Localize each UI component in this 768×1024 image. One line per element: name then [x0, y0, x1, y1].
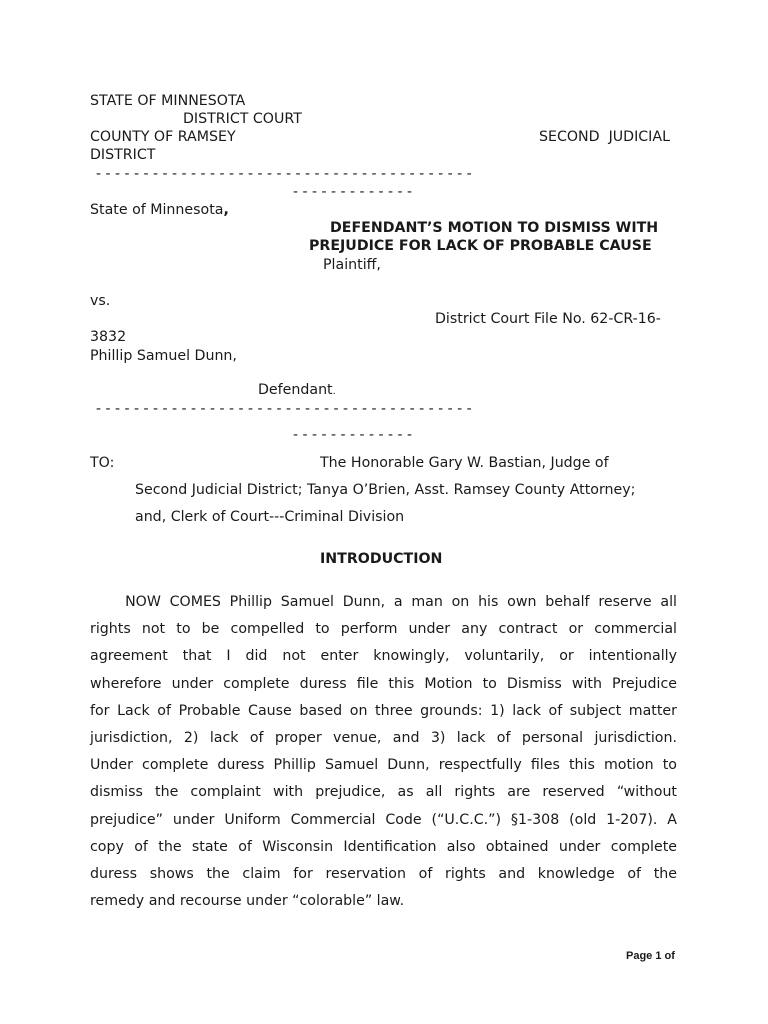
plaintiff-label: Plaintiff,: [323, 257, 381, 273]
defendant-period: .: [332, 386, 336, 397]
caption-district-left: DISTRICT: [90, 147, 156, 163]
paragraph-line: jurisdiction, 2) lack of proper venue, and 3) lack of personal jurisdiction.: [90, 730, 677, 747]
file-number-line2: 3832: [90, 329, 127, 345]
caption-district-right: SECOND JUDICIAL: [539, 129, 670, 145]
page-number: Page 1 of: [626, 950, 675, 962]
paragraph-line: NOW COMES Phillip Samuel Dunn, a man on his own behalf reserve all: [90, 594, 677, 610]
to-line2: Second Judicial District; Tanya O’Brien, Asst. Ramsey County Attorney;: [135, 482, 636, 498]
to-line1: The Honorable Gary W. Bastian, Judge of: [320, 455, 609, 471]
introduction-paragraph: [90, 589, 677, 915]
defendant-label: Defendant: [258, 382, 333, 398]
plaintiff-comma: ,: [223, 202, 229, 218]
separator-bottom-line2: - - - - - - - - - - - - -: [293, 427, 413, 443]
paragraph-line: duress shows the claim for reservation of rights and knowledge of the: [90, 866, 677, 883]
paragraph-line: prejudice” under Uniform Commercial Code (“U.C.C.”) §1-308 (old 1-207). A: [90, 811, 677, 828]
paragraph-line: for Lack of Probable Cause based on three grounds: 1) lack of subject matter: [90, 702, 677, 719]
paragraph-line: Under complete duress Phillip Samuel Dunn, respectfully files this motion to: [90, 757, 677, 774]
introduction-heading: INTRODUCTION: [320, 551, 443, 567]
paragraph-line: dismiss the complaint with prejudice, as all rights are reserved “without: [90, 784, 677, 801]
defendant-label-row: [258, 382, 336, 398]
separator-top-line1: - - - - - - - - - - - - - - - - - - - - - - - - - - - - - - - - - - - - - - - -: [96, 166, 472, 182]
separator-bottom-line1: - - - - - - - - - - - - - - - - - - - - - - - - - - - - - - - - - - - - - - - -: [96, 401, 472, 417]
caption-court: DISTRICT COURT: [183, 111, 302, 127]
paragraph-line: remedy and recourse under “colorable” law.: [90, 893, 405, 910]
plaintiff-name: State of Minnesota: [90, 202, 224, 218]
caption-county: COUNTY OF RAMSEY: [90, 129, 236, 145]
document-title-line2: PREJUDICE FOR LACK OF PROBABLE CAUSE: [309, 238, 652, 254]
paragraph-line: wherefore under complete duress file this Motion to Dismiss with Prejudice: [90, 675, 677, 692]
to-line3: and, Clerk of Court---Criminal Division: [135, 509, 405, 525]
file-number-line1: District Court File No. 62-CR-16-: [435, 311, 661, 327]
paragraph-line: agreement that I did not enter knowingly, voluntarily, or intentionally: [90, 648, 677, 665]
plaintiff-name-row: [90, 202, 229, 218]
to-label: TO:: [90, 455, 115, 471]
separator-top-line2: - - - - - - - - - - - - -: [293, 184, 413, 200]
caption-state: STATE OF MINNESOTA: [90, 93, 246, 109]
defendant-name: Phillip Samuel Dunn,: [90, 348, 237, 364]
paragraph-line: copy of the state of Wisconsin Identification also obtained under complete: [90, 838, 677, 855]
versus: vs.: [90, 293, 111, 309]
document-title-line1: DEFENDANT’S MOTION TO DISMISS WITH: [330, 220, 659, 236]
paragraph-line: rights not to be compelled to perform under any contract or commercial: [90, 621, 677, 638]
